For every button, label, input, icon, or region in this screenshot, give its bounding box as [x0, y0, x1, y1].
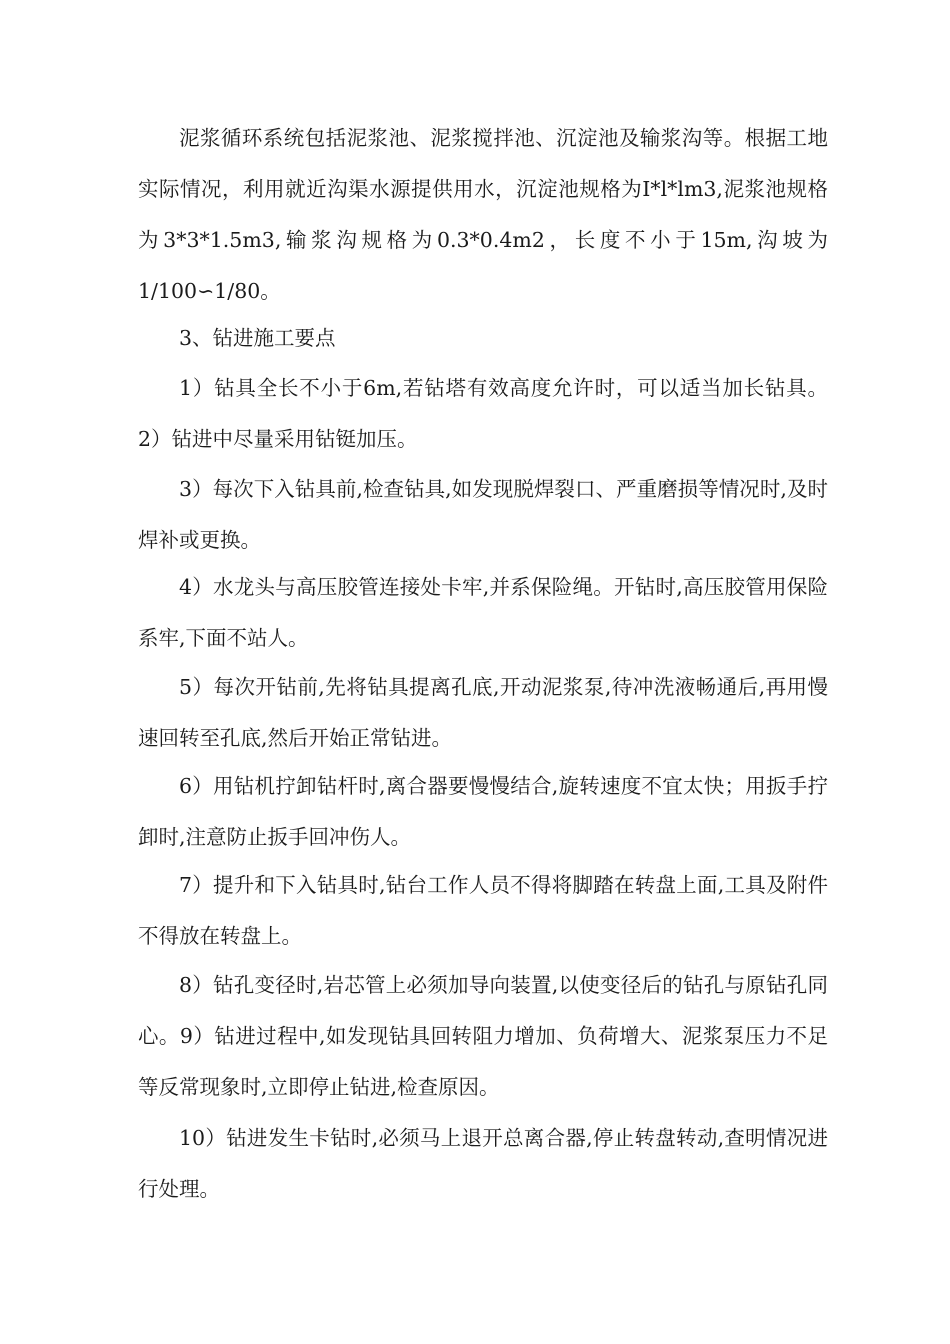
paragraph-item-10: 10）钻进发生卡钻时,必须马上退开总离合器,停止转盘转动,查明情况进行处理。 — [138, 1126, 828, 1201]
paragraph-item-7: 7）提升和下入钻具时,钻台工作人员不得将脚踏在转盘上面,工具及附件不得放在转盘上。 — [138, 873, 828, 948]
paragraph-item-1-2: 1）钻具全长不小于6m,若钻塔有效高度允许时，可以适当加长钻具。2）钻进中尽量采用钻铤加压。 — [138, 376, 828, 451]
paragraph-mud-circulation-system: 泥浆循环系统包括泥浆池、泥浆搅拌池、沉淀池及输浆沟等。根据工地实际情况，利用就近沟渠水源提供用水，沉淀池规格为I*l*lm3,泥浆池规格为3*3*1.5m3,输浆沟规格为0.3*0.4m2，长度不小于15m,沟坡为1/100∽1/80。 — [138, 126, 828, 303]
paragraph-item-5: 5）每次开钻前,先将钻具提离孔底,开动泥浆泵,待冲洗液畅通后,再用慢速回转至孔底,然后开始正常钻进。 — [138, 675, 828, 750]
paragraph-item-6: 6）用钻机拧卸钻杆时,离合器要慢慢结合,旋转速度不宜太快；用扳手拧卸时,注意防止扳手回冲伤人。 — [138, 774, 828, 849]
paragraph-item-4: 4）水龙头与高压胶管连接处卡牢,并系保险绳。开钻时,高压胶管用保险系牢,下面不站人。 — [138, 575, 828, 650]
paragraph-item-8-9: 8）钻孔变径时,岩芯管上必须加导向装置,以使变径后的钻孔与原钻孔同心。9）钻进过程中,如发现钻具回转阻力增加、负荷增大、泥浆泵压力不足等反常现象时,立即停止钻进,检查原因。 — [138, 973, 828, 1099]
section-heading-drilling-points: 3、钻进施工要点 — [179, 326, 336, 350]
paragraph-item-3: 3）每次下入钻具前,检查钻具,如发现脱焊裂口、严重磨损等情况时,及时焊补或更换。 — [138, 477, 828, 552]
